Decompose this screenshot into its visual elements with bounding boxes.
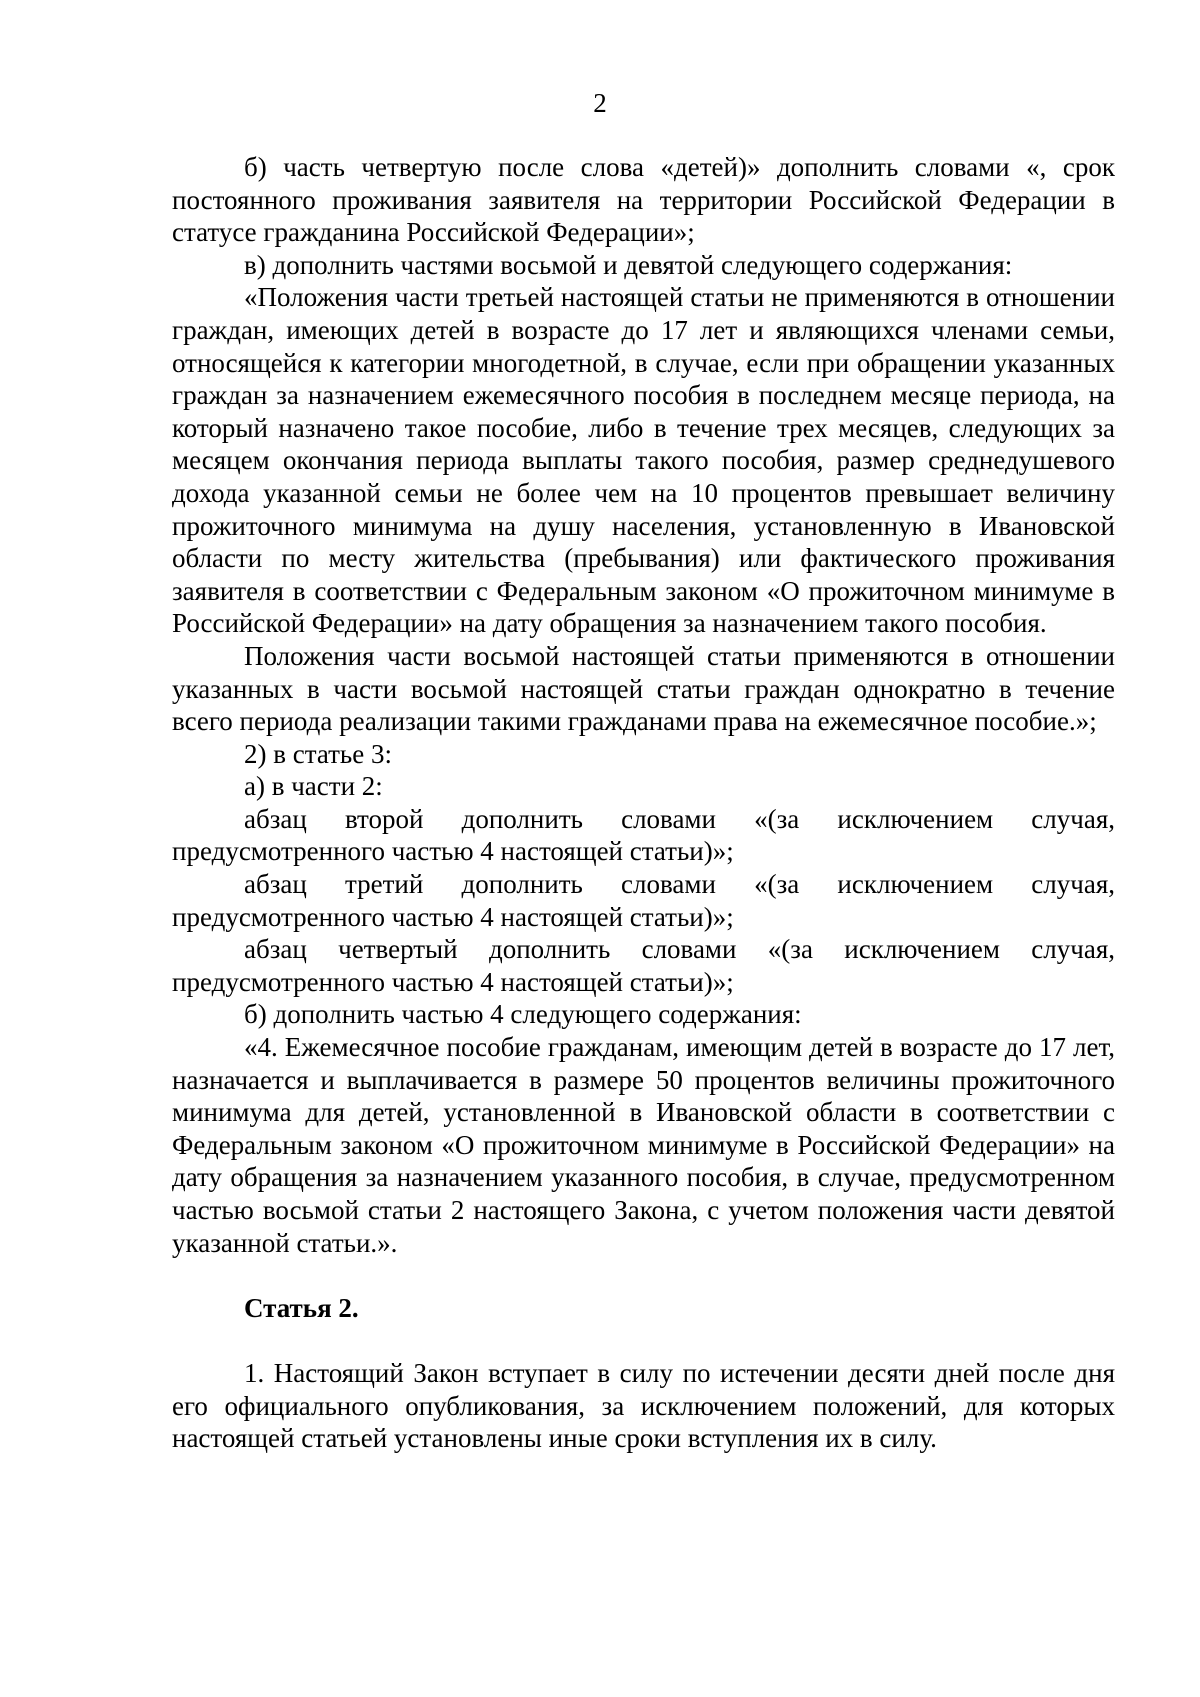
paragraph-abzac-fourth: абзац четвертый дополнить словами «(за исключением случая, предусмотренного частью 4 настоящей статьи)»; xyxy=(172,934,1115,997)
paragraph-entry-into-force: 1. Настоящий Закон вступает в силу по истечении десяти дней после дня его официального опубликования, за исключением положений, для которых настоящей статьей установлены иные сроки вступления их в силу. xyxy=(172,1357,1115,1454)
paragraph-part-4-text: «4. Ежемесячное пособие гражданам, имеющим детей в возрасте до 17 лет, назначается и выплачивается в размере 50 процентов величины прожиточного минимума для детей, установленной в Ивановской области в соответствии с Федеральным законом «О прожиточном минимуме в Российской Федерации» на дату обращения за назначением указанного пособия, в случае, предусмотренном частью восьмой статьи 2 настоящего Закона, с учетом положения части девятой указанной статьи.». xyxy=(172,1032,1115,1258)
paragraph-abzac-third: абзац третий дополнить словами «(за исключением случая, предусмотренного частью 4 настоящей статьи)»; xyxy=(172,869,1115,932)
paragraph-amendment-v: в) дополнить частями восьмой и девятой следующего содержания: xyxy=(244,249,1013,280)
paragraph-article-3: 2) в статье 3: xyxy=(244,738,392,769)
page-number: 2 xyxy=(593,88,607,118)
paragraph-abzac-second: абзац второй дополнить словами «(за исключением случая, предусмотренного частью 4 настоящей статьи)»; xyxy=(172,803,1115,867)
paragraph-amendment-b: б) часть четвертую после слова «детей)» дополнить словами «, срок постоянного проживания заявителя на территории Российской Федерации в статусе гражданина Российской Федерации»; xyxy=(172,152,1115,248)
article-heading: Статья 2. xyxy=(244,1292,359,1323)
paragraph-part-nine: Положения части восьмой настоящей статьи применяются в отношении указанных в части восьмой настоящей статьи граждан однократно в течение всего периода реализации такими гражданами права на ежемесячное пособие.»; xyxy=(172,640,1115,737)
document-body xyxy=(172,151,1115,1455)
spacer xyxy=(172,1324,1115,1357)
paragraph-add-part-4: б) дополнить частью 4 следующего содержания: xyxy=(244,999,802,1030)
spacer xyxy=(172,1259,1115,1292)
paragraph-part-2: а) в части 2: xyxy=(244,771,383,802)
paragraph-part-eight: «Положения части третьей настоящей статьи не применяются в отношении граждан, имеющих детей в возрасте до 17 лет и являющихся членами семьи, относящейся к категории многодетной, в случае, если при обращении указанных граждан за назначением ежемесячного пособия в последнем месяце периода, на который назначено такое пособие, либо в течение трех месяцев, следующих за месяцем окончания периода выплаты такого пособия, размер среднедушевого дохода указанной семьи не более чем на 10 процентов превышает величину прожиточного минимума на душу населения, установленную в Ивановской области по месту жительства (пребывания) или фактического проживания заявителя в соответствии с Федеральным законом «О прожиточном минимуме в Российской Федерации» на дату обращения за назначением такого пособия. xyxy=(172,282,1115,639)
